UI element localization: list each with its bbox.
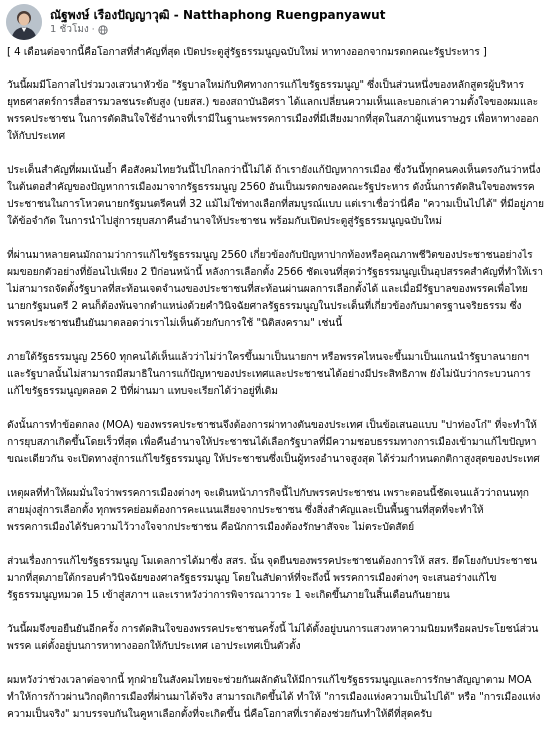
author-name[interactable]: ณัฐพงษ์ เรืองปัญญาวุฒิ - Natthaphong Ruengpanyawut [50, 7, 386, 22]
separator-dot: · [91, 24, 95, 35]
profile-photo-icon [6, 4, 42, 40]
post-time[interactable]: 1 ชั่วโมง [50, 24, 89, 36]
post-paragraph: วันนี้ผมมีโอกาสไปร่วมวงเสวนาหัวข้อ "รัฐบาลใหม่กับทิศทางการแก้ไขรัฐธรรมนูญ" ซึ่งเป็นส่วนหนึ่งของหลักสูตรผู้บริหารยุทธศาสตร์การสื่อสารมวลชนระดับสูง (บยสส.) ของสถาบันอิศรา ได้แลกเปลี่ยนความเห็นและบอกเล่าความตั้งใจของผมและพรรคประชาชน ในการตัดสินใจใช้อำนาจที่เรามีในฐานะพรรคการเมืองที่มีเสียงมากที่สุดในสภาผู้แทนราษฎร เพื่อหาทางออกให้กับประเทศ [7, 79, 539, 142]
post-paragraph: ส่วนเรื่องการแก้ไขรัฐธรรมนูญ โมเดลการได้มาซึ่ง สสร. นั้น จุดยืนของพรรคประชาชนต้องการให้ สสร. ยึดโยงกับประชาชนมากที่สุดภายใต้กรอบคำวินิจฉัยของศาลรัฐธรรมนูญ โดยในสัปดาห์ที่จะถึงนี้ พรรคการเมืองต่างๆ จะเสนอร่างแก้ไขรัฐธรรมนูญหมวด 15 เข้าสู่สภาฯ และเราหวังว่าการพิจารณาวาระ 1 จะเกิดขึ้นภายในสิ้นเดือนกันยายน [7, 555, 538, 601]
post-header [5, 0, 547, 44]
post-paragraph: ภายใต้รัฐธรรมนูญ 2560 ทุกคนได้เห็นแล้วว่าไม่ว่าใครขึ้นมาเป็นนายกฯ หรือพรรคไหนจะขึ้นมาเป็นแกนนำรัฐบาลนายกฯ และรัฐบาลนั้นไม่สามารถมีสมาธิในการแก้ปัญหาของประเทศและประชาชนได้อย่างมีประสิทธิภาพ ยังไม่นับว่ากระบวนการแก้ไขรัฐธรรมนูญตลอด 2 ปีที่ผ่านมา แทบจะเรียกได้ว่าอยู่ที่เดิม [7, 351, 531, 397]
post-paragraph: วันนี้ผมจึงขอยืนยันอีกครั้ง การตัดสินใจของพรรคประชาชนครั้งนี้ ไม่ได้ตั้งอยู่บนการแสวงหาความนิยมหรือผลประโยชน์ส่วนพรรค แต่ตั้งอยู่บนการหาทางออกให้กับประเทศ เอาประเทศเป็นตัวตั้ง [7, 623, 539, 652]
post-paragraph: ประเด็นสำคัญที่ผมเน้นย้ำ คือสังคมไทยวันนี้ไปไกลกว่านี้ไม่ได้ ถ้าเรายังแก้ปัญหาการเมือง ซึ่งวันนี้ทุกคนคงเห็นตรงกันว่าหนึ่งในต้นตอสำคัญของปัญหาการเมืองมาจากรัฐธรรมนูญ 2560 อันเป็นมรดกของคณะรัฐประหาร ดังนั้นการตัดสินใจของพรรคประชาชนในการโหวตนายกรัฐมนตรีคนที่ 32 แม้ไม่ใช่ทางเลือกที่สมบูรณ์แบบ แต่เราเชื่อว่านี่คือ "ความเป็นไปได้" ที่มีอยู่ภายใต้ข้อจำกัด ในการนำไปสู่การยุบสภาคืนอำนาจให้ประชาชน พร้อมกับเปิดประตูสู่รัฐธรรมนูญฉบับใหม่ [7, 164, 544, 227]
post-paragraph: เหตุผลที่ทำให้ผมมั่นใจว่าพรรคการเมืองต่างๆ จะเดินหน้าภารกิจนี้ไปกับพรรคประชาชน เพราะตอนนี้ชัดเจนแล้วว่าถนนทุกสายมุ่งสู่การเลือกตั้ง ทุกพรรคย่อมต้องการคะแนนเสียงจากประชาชน ซึ่งสิ่งสำคัญและเป็นพื้นฐานที่สุดที่จะทำให้พรรคการเมืองได้รับความไว้วางใจจากประชาชน คือนักการเมืองต้องรักษาสัจจะ ไม่ตระบัดสัตย์ [7, 487, 529, 533]
post-body [5, 44, 547, 723]
post-headline: [ 4 เดือนต่อจากนี้คือโอกาสที่สำคัญที่สุด เปิดประตูสู่รัฐธรรมนูญฉบับใหม่ หาทางออกจากมรดกคณะรัฐประหาร ] [7, 46, 487, 58]
post-subline [50, 24, 385, 36]
globe-icon[interactable] [98, 25, 108, 35]
author-avatar[interactable] [6, 4, 42, 40]
post-meta [50, 8, 385, 36]
post-paragraph: ที่ผ่านมาหลายคนมักถามว่าการแก้ไขรัฐธรรมนูญ 2560 เกี่ยวข้องกับปัญหาปากท้องหรือคุณภาพชีวิตของประชาชนอย่างไร ผมขอยกตัวอย่างที่ย้อนไปเพียง 2 ปีก่อนหน้านี้ หลังการเลือกตั้ง 2566 ชัดเจนที่สุดว่ารัฐธรรมนูญเป็นอุปสรรคสำคัญที่ทำให้เราไม่สามารถจัดตั้งรัฐบาลที่สะท้อนเจตจำนงของประชาชนที่สะท้อนผ่านผลการเลือกตั้งได้ และเมื่อมีรัฐบาลของพรรคเพื่อไทย นายกรัฐมนตรี 2 คนก็ต้องพ้นจากตำแหน่งด้วยคำวินิจฉัยศาลรัฐธรรมนูญในประเด็นที่เกี่ยวข้องกับมาตรฐานจริยธรรม ซึ่งพรรคประชาชนยืนยันมาตลอดว่าเราไม่เห็นด้วยกับการใช้ "นิติสงคราม" เช่นนี้ [7, 249, 543, 329]
post-paragraph: ผมหวังว่าช่วงเวลาต่อจากนี้ ทุกฝ่ายในสังคมไทยจะช่วยกันผลักดันให้มีการแก้ไขรัฐธรรมนูญและการรักษาสัญญาตาม MOA ทำให้การก้าวผ่านวิกฤติการเมืองที่ผ่านมาได้จริง สามารถเกิดขึ้นได้ ทำให้ "การเมืองแห่งความเป็นไปได้" หรือ "การเมืองแห่งความเป็นจริง" มาบรรจบกันในคูหาเลือกตั้งที่จะเกิดขึ้น นี่คือโอกาสที่เราต้องช่วยกันทำให้ดีที่สุดครับ [7, 674, 541, 720]
post-paragraph: ดังนั้นการทำข้อตกลง (MOA) ของพรรคประชาชนจึงต้องการผ่าทางตันของประเทศ เป็นข้อเสนอแบบ "ปาท่องโก๋" ที่จะทำให้การยุบสภาเกิดขึ้นโดยเร็วที่สุด เพื่อคืนอำนาจให้ประชาชนได้เลือกรัฐบาลที่มีความชอบธรรมทางการเมืองเข้ามาแก้ไขปัญหา ขณะเดียวกัน จะเปิดทางสู่การแก้ไขรัฐธรรมนูญ ให้ประชาชนซึ่งเป็นผู้ทรงอำนาจสูงสุด ได้ร่วมกำหนดกติกาสูงสุดของประเทศ [7, 419, 540, 465]
